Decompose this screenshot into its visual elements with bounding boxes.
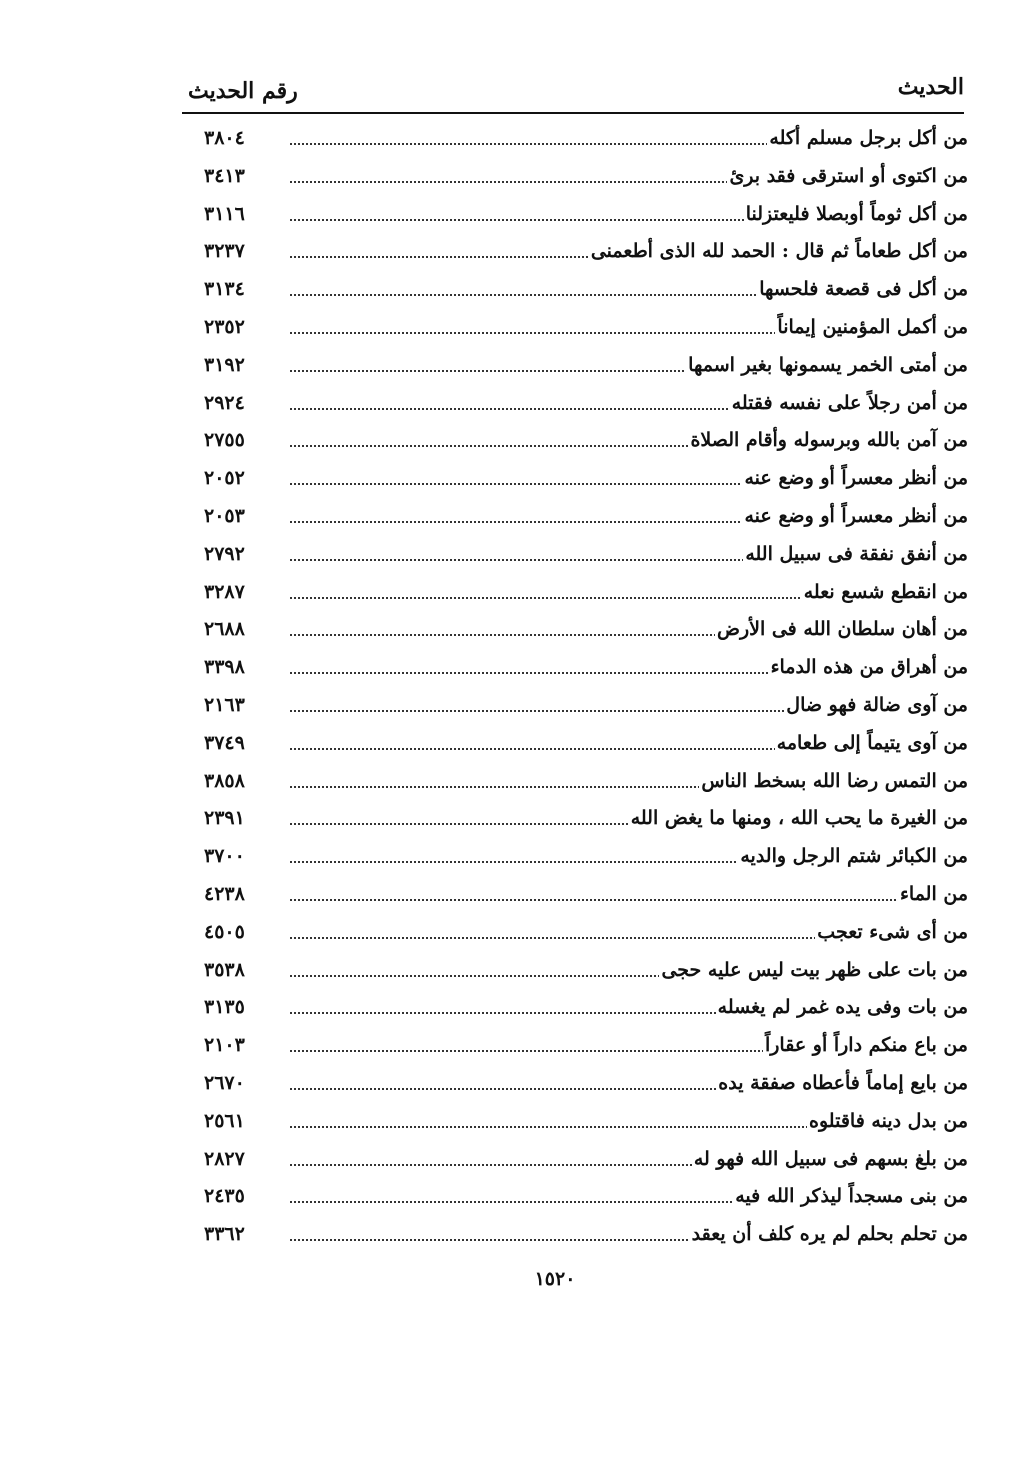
hadith-incipit: من آمن بالله وبرسوله وأقام الصلاة — [690, 429, 968, 452]
index-entry — [182, 801, 968, 839]
hadith-number: ٢٧٥٥ — [204, 429, 245, 452]
index-entry — [182, 1066, 968, 1104]
hadith-number: ٣١٣٥ — [204, 996, 245, 1019]
hadith-incipit: من أنظر معسراً أو وضع عنه — [744, 467, 968, 490]
hadith-number: ٣٢٣٧ — [204, 240, 245, 263]
hadith-number: ٢٦٨٨ — [204, 618, 245, 641]
hadith-number: ٣٨٥٨ — [204, 769, 245, 792]
index-entry — [182, 461, 968, 499]
hadith-incipit: من أكل فى قصعة فلحسها — [759, 278, 968, 301]
index-entry — [182, 121, 968, 159]
hadith-incipit: من بلغ بسهم فى سبيل الله فهو له — [693, 1147, 968, 1170]
hadith-number: ٣٥٣٨ — [204, 958, 245, 981]
hadith-number: ٢٤٣٥ — [204, 1185, 245, 1208]
hadith-number: ٣٣٩٨ — [204, 656, 245, 679]
index-entry — [182, 272, 968, 310]
hadith-number: ٣١١٦ — [204, 202, 245, 225]
hadith-incipit: من أكمل المؤمنين إيماناً — [777, 315, 968, 338]
hadith-incipit: من بات على ظهر بيت ليس عليه حجى — [661, 958, 968, 981]
header-rule — [182, 112, 964, 114]
index-entry — [182, 310, 968, 348]
hadith-incipit: من بنى مسجداً ليذكر الله فيه — [735, 1185, 968, 1208]
hadith-number: ٣٧٤٩ — [204, 731, 245, 754]
hadith-incipit: من تحلم بحلم لم يره كلف أن يعقد — [691, 1223, 968, 1246]
hadith-incipit: من أهان سلطان الله فى الأرض — [716, 618, 968, 641]
hadith-number: ٢٧٩٢ — [204, 542, 245, 565]
hadith-number: ٢١٠٣ — [204, 1034, 245, 1057]
hadith-number: ٤٢٣٨ — [204, 882, 245, 905]
hadith-incipit: من أمتى الخمر يسمونها بغير اسمها — [688, 353, 968, 376]
hadith-number: ٢٣٥٢ — [204, 315, 245, 338]
index-entry — [182, 159, 968, 197]
hadith-incipit: من أهراق من هذه الدماء — [770, 656, 968, 679]
page-number: ١٥٢٠ — [534, 1268, 576, 1290]
index-entry — [182, 764, 968, 802]
index-entry — [182, 499, 968, 537]
hadith-number: ٣١٣٤ — [204, 278, 245, 301]
index-entry — [182, 612, 968, 650]
index-entry — [182, 877, 968, 915]
hadith-number: ٣٨٠٤ — [204, 127, 245, 149]
hadith-incipit: من أكل برجل مسلم أكله — [769, 127, 968, 149]
hadith-incipit: من بدل دينه فاقتلوه — [809, 1109, 968, 1132]
hadith-column-heading: الحديث — [897, 74, 964, 100]
hadith-incipit: من أكل ثوماً أوبصلا فليعتزلنا — [745, 202, 968, 225]
index-entry — [182, 1179, 968, 1217]
hadith-number: ٢٠٥٣ — [204, 504, 245, 527]
hadith-number: ٣٢٨٧ — [204, 580, 245, 603]
index-entry — [182, 953, 968, 991]
hadith-incipit: من اكتوى أو استرقى فقد برئ — [729, 164, 968, 187]
hadith-incipit: من بايع إماماً فأعطاه صفقة يده — [718, 1071, 968, 1094]
hadith-incipit: من آوى يتيماً إلى طعامه — [776, 731, 968, 754]
hadith-incipit: من آوى ضالة فهو ضال — [786, 693, 968, 716]
hadith-number: ٢٠٥٢ — [204, 467, 245, 490]
index-entry — [182, 575, 968, 613]
index-entry — [182, 1104, 968, 1142]
hadith-number: ٢٣٩١ — [204, 807, 245, 830]
index-entry — [182, 348, 968, 386]
hadith-incipit: من الماء — [899, 882, 968, 905]
index-entry — [182, 234, 968, 272]
hadith-number-column-heading: رقم الحديث — [188, 78, 298, 104]
index-entry — [182, 726, 968, 764]
hadith-incipit: من أنظر معسراً أو وضع عنه — [744, 504, 968, 527]
hadith-number: ٣٣٦٢ — [204, 1223, 245, 1246]
index-entry — [182, 197, 968, 235]
hadith-number: ٣٤١٣ — [204, 164, 245, 187]
index-entry — [182, 1217, 968, 1255]
hadith-incipit: من أمن رجلاً على نفسه فقتله — [731, 391, 968, 414]
hadith-incipit: من أكل طعاماً ثم قال : الحمد لله الذى أطعمنى — [590, 240, 968, 263]
index-entry — [182, 990, 968, 1028]
hadith-index-list — [182, 121, 968, 1255]
hadith-incipit: من الكبائر شتم الرجل والديه — [740, 845, 968, 868]
index-entry — [182, 423, 968, 461]
hadith-number: ٣١٩٢ — [204, 353, 245, 376]
hadith-number: ٤٥٠٥ — [204, 920, 245, 943]
hadith-incipit: من الغيرة ما يحب الله ، ومنها ما يغض الله — [630, 807, 968, 830]
index-entry — [182, 537, 968, 575]
hadith-incipit: من باع منكم داراً أو عقاراً — [764, 1034, 968, 1057]
hadith-number: ٢٥٦١ — [204, 1109, 245, 1132]
hadith-number: ٢٦٧٠ — [204, 1071, 245, 1094]
dot-leader — [290, 899, 968, 901]
hadith-incipit: من انقطع شسع نعله — [803, 580, 968, 603]
hadith-number: ٢١٦٣ — [204, 693, 245, 716]
hadith-number: ٣٧٠٠ — [204, 845, 245, 868]
hadith-incipit: من التمس رضا الله بسخط الناس — [701, 769, 968, 792]
index-entry — [182, 839, 968, 877]
index-entry — [182, 386, 968, 424]
index-entry — [182, 650, 968, 688]
hadith-number: ٢٨٢٧ — [204, 1147, 245, 1170]
index-entry — [182, 1142, 968, 1180]
page-header — [182, 70, 964, 110]
index-entry — [182, 915, 968, 953]
index-entry — [182, 688, 968, 726]
hadith-incipit: من بات وفى يده غمر لم يغسله — [717, 996, 968, 1019]
index-entry — [182, 1028, 968, 1066]
hadith-incipit: من أى شىء تعجب — [817, 920, 968, 943]
hadith-incipit: من أنفق نفقة فى سبيل الله — [745, 542, 968, 565]
hadith-number: ٢٩٢٤ — [204, 391, 245, 414]
